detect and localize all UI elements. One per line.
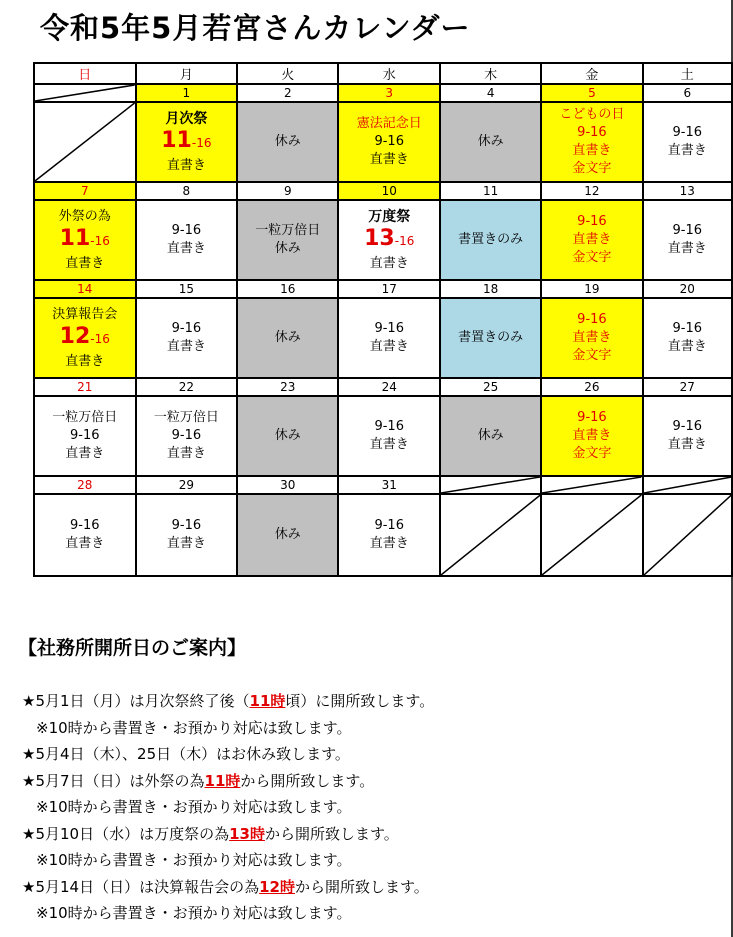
date-number: 3 <box>338 84 440 102</box>
cell-text-line: 直書き <box>667 143 707 158</box>
day-cell <box>34 494 136 576</box>
date-number: 15 <box>136 280 238 298</box>
page-title: 令和5年5月若宮さんカレンダー <box>40 11 471 45</box>
cell-text-line: 休み <box>274 330 301 345</box>
cell-text-line: 9-16 <box>672 125 703 140</box>
cell-text-line: 直書き <box>667 437 707 452</box>
day-cell <box>541 298 642 378</box>
cell-text-line: 直書き <box>166 241 206 256</box>
day-cell <box>34 396 136 476</box>
day-cell <box>136 298 238 378</box>
cell-text-line: 9-16 <box>171 223 202 238</box>
notice-subnote <box>22 794 434 821</box>
notice-heading: 【社務所開所日のご案内】 <box>18 637 247 659</box>
notice-text: から開所致します。 <box>240 771 375 790</box>
day-cell <box>338 298 440 378</box>
festival-name: 決算報告会 <box>52 306 118 322</box>
day-cell <box>643 396 732 476</box>
day-cell <box>643 102 732 182</box>
cell-text-line: 一粒万倍日 <box>153 410 219 425</box>
date-number: 25 <box>440 378 541 396</box>
notice-text: ★5月1日（月）は月次祭終了後（ <box>22 692 250 710</box>
cell-text-line: こどもの日 <box>559 107 625 122</box>
date-number-row <box>34 280 732 298</box>
day-cell <box>34 102 136 182</box>
date-number: 7 <box>34 182 136 200</box>
opening-hour: 11 <box>161 127 192 153</box>
notice-item <box>22 688 434 715</box>
cell-text-line: 9-16 <box>672 419 703 434</box>
date-number: 12 <box>541 182 642 200</box>
cell-text-line: 書置きのみ <box>458 232 524 247</box>
day-content-row <box>34 102 732 182</box>
opening-hour: 13 <box>364 225 395 251</box>
cell-text-line: 直書き <box>369 437 409 452</box>
cell-text-line: 9-16 <box>171 428 202 443</box>
date-number: 22 <box>136 378 238 396</box>
date-number: 26 <box>541 378 642 396</box>
day-cell <box>440 298 541 378</box>
cell-text-line: 直書き <box>369 536 409 551</box>
service-note: 直書き <box>65 353 105 369</box>
festival-hours <box>339 226 439 255</box>
notice-subnote <box>22 847 434 874</box>
notice-text: ★5月4日（木）、25日（木）はお休み致します。 <box>22 745 350 763</box>
cell-text-line: 直書き <box>65 446 105 461</box>
date-number: 21 <box>34 378 136 396</box>
cell-text-line: 9-16 <box>374 321 404 336</box>
cell-text-line: 一粒万倍日 <box>52 410 118 425</box>
date-number: 13 <box>643 182 732 200</box>
day-cell <box>338 200 440 280</box>
cell-text-line: 憲法記念日 <box>356 116 422 131</box>
day-cell <box>338 396 440 476</box>
cell-text-line: 休み <box>477 134 504 149</box>
cell-text-line: 休み <box>274 428 301 443</box>
notice-item <box>22 768 434 795</box>
day-cell <box>136 396 238 476</box>
date-number: 9 <box>237 182 338 200</box>
cell-text-line: 金文字 <box>572 250 612 265</box>
cell-text-line: 金文字 <box>572 161 612 176</box>
date-number <box>541 476 642 494</box>
date-number <box>643 476 732 494</box>
day-content-row <box>34 298 732 378</box>
service-note: 直書き <box>166 157 206 173</box>
date-number: 23 <box>237 378 338 396</box>
festival-hours <box>137 128 237 157</box>
cell-text-line: 直書き <box>572 330 612 345</box>
festival-hours <box>35 226 135 255</box>
date-number: 10 <box>338 182 440 200</box>
cell-text-line: 休み <box>274 527 301 542</box>
cell-text-line: 休み <box>477 428 504 443</box>
weekday-header: 火 <box>237 63 338 84</box>
cell-text-line: 金文字 <box>572 348 612 363</box>
day-cell <box>34 298 136 378</box>
closing-hour: -16 <box>90 233 110 248</box>
notice-subnote <box>22 900 434 927</box>
notice-opening-time: 11時 <box>204 771 241 790</box>
empty-cell-diagonal <box>644 477 731 493</box>
day-cell <box>440 396 541 476</box>
cell-text-line: 9-16 <box>577 312 607 327</box>
notice-text: ★5月14日（日）は決算報告会の為 <box>22 877 260 896</box>
day-cell <box>338 494 440 576</box>
closing-hour: -16 <box>90 331 110 346</box>
day-cell <box>440 200 541 280</box>
day-cell <box>136 200 238 280</box>
cell-text-line: 一粒万倍日 <box>255 223 321 238</box>
notice-subnote <box>22 715 434 742</box>
notice-text: ※10時から書置き・お預かり対応は致します。 <box>36 798 352 816</box>
notice-text: ★5月7日（日）は外祭の為 <box>22 771 205 790</box>
day-cell <box>237 102 338 182</box>
empty-cell-diagonal <box>35 103 135 181</box>
day-cell <box>34 200 136 280</box>
date-number: 4 <box>440 84 541 102</box>
notice-item <box>22 741 434 768</box>
day-cell <box>541 200 642 280</box>
notice-opening-time: 13時 <box>229 824 265 843</box>
day-cell <box>136 102 238 182</box>
festival-name: 外祭の為 <box>58 208 111 224</box>
weekday-header: 木 <box>440 63 541 84</box>
date-number: 27 <box>643 378 732 396</box>
day-content-row <box>34 494 732 576</box>
date-number-row <box>34 84 732 102</box>
cell-text-line: 9-16 <box>171 518 202 533</box>
opening-hour: 12 <box>59 323 91 349</box>
date-number: 16 <box>237 280 338 298</box>
cell-text-line: 9-16 <box>70 428 100 443</box>
day-cell <box>440 102 541 182</box>
cell-text-line: 直書き <box>369 152 409 167</box>
cell-text-line: 直書き <box>572 143 612 158</box>
empty-cell-diagonal <box>542 495 641 575</box>
day-cell <box>541 494 642 576</box>
cell-text-line: 直書き <box>667 241 707 256</box>
date-number: 20 <box>643 280 732 298</box>
notice-text: から開所致します。 <box>264 824 399 843</box>
calendar-table <box>33 62 733 577</box>
cell-text-line: 9-16 <box>672 223 703 238</box>
empty-cell-diagonal <box>35 85 135 101</box>
day-cell <box>136 494 238 576</box>
cell-text-line: 9-16 <box>70 518 100 533</box>
notice-list <box>22 688 434 927</box>
cell-text-line: 9-16 <box>374 518 404 533</box>
date-number: 2 <box>237 84 338 102</box>
cell-text-line: 休み <box>274 241 301 256</box>
notice-text: ※10時から書置き・お預かり対応は致します。 <box>36 904 352 922</box>
day-cell <box>440 494 541 576</box>
date-number: 11 <box>440 182 541 200</box>
cell-text-line: 金文字 <box>572 446 612 461</box>
festival-hours <box>35 324 135 353</box>
weekday-header: 日 <box>34 63 136 84</box>
cell-text-line: 書置きのみ <box>458 330 524 345</box>
festival-name: 万度祭 <box>368 208 411 225</box>
cell-text-line: 休み <box>274 134 301 149</box>
day-content-row <box>34 200 732 280</box>
date-number-row <box>34 476 732 494</box>
date-number: 30 <box>237 476 338 494</box>
date-number: 8 <box>136 182 238 200</box>
date-number: 17 <box>338 280 440 298</box>
weekday-header: 土 <box>643 63 732 84</box>
weekday-header: 金 <box>541 63 642 84</box>
empty-cell-diagonal <box>441 495 540 575</box>
date-number: 28 <box>34 476 136 494</box>
day-cell <box>643 494 732 576</box>
weekday-header: 水 <box>338 63 440 84</box>
cell-text-line: 9-16 <box>577 125 607 140</box>
cell-text-line: 直書き <box>572 232 612 247</box>
day-cell <box>541 396 642 476</box>
cell-text-line: 9-16 <box>374 419 404 434</box>
date-number: 18 <box>440 280 541 298</box>
weekday-header-row <box>34 63 732 84</box>
notice-text: ※10時から書置き・お預かり対応は致します。 <box>36 851 352 869</box>
notice-text: から開所致します。 <box>294 877 429 896</box>
notice-opening-time: 11時 <box>249 692 286 710</box>
cell-text-line: 9-16 <box>577 410 607 425</box>
festival-name: 月次祭 <box>165 110 208 127</box>
closing-hour: -16 <box>191 135 212 150</box>
day-cell <box>541 102 642 182</box>
date-number: 14 <box>34 280 136 298</box>
date-number-row <box>34 378 732 396</box>
opening-hour: 11 <box>59 225 91 251</box>
cell-text-line: 直書き <box>166 339 206 354</box>
cell-text-line: 直書き <box>572 428 612 443</box>
day-cell <box>643 200 732 280</box>
date-number: 19 <box>541 280 642 298</box>
cell-text-line: 直書き <box>65 536 105 551</box>
date-number: 1 <box>136 84 238 102</box>
day-cell <box>237 200 338 280</box>
closing-hour: -16 <box>394 233 415 248</box>
date-number: 31 <box>338 476 440 494</box>
cell-text-line: 9-16 <box>577 214 607 229</box>
notice-item <box>22 874 434 901</box>
notice-opening-time: 12時 <box>259 877 295 896</box>
notice-text: ★5月10日（水）は万度祭の為 <box>22 824 230 843</box>
cell-text-line: 直書き <box>369 339 409 354</box>
cell-text-line: 直書き <box>166 446 206 461</box>
cell-text-line: 直書き <box>166 536 206 551</box>
date-number <box>440 476 541 494</box>
day-cell <box>643 298 732 378</box>
empty-cell-diagonal <box>542 477 641 493</box>
date-number: 24 <box>338 378 440 396</box>
notice-text: 頃）に開所致します。 <box>285 692 435 710</box>
day-content-row <box>34 396 732 476</box>
cell-text-line: 9-16 <box>374 134 404 149</box>
cell-text-line: 直書き <box>667 339 707 354</box>
empty-cell-diagonal <box>441 477 540 493</box>
day-cell <box>237 494 338 576</box>
notice-item <box>22 821 434 848</box>
date-number <box>34 84 136 102</box>
weekday-header: 月 <box>136 63 238 84</box>
empty-cell-diagonal <box>644 495 731 575</box>
service-note: 直書き <box>65 255 105 271</box>
date-number-row <box>34 182 732 200</box>
cell-text-line: 9-16 <box>171 321 202 336</box>
date-number: 5 <box>541 84 642 102</box>
service-note: 直書き <box>369 255 409 271</box>
day-cell <box>237 298 338 378</box>
day-cell <box>237 396 338 476</box>
cell-text-line: 9-16 <box>672 321 703 336</box>
notice-text: ※10時から書置き・お預かり対応は致します。 <box>36 718 352 737</box>
date-number: 6 <box>643 84 732 102</box>
date-number: 29 <box>136 476 238 494</box>
day-cell <box>338 102 440 182</box>
